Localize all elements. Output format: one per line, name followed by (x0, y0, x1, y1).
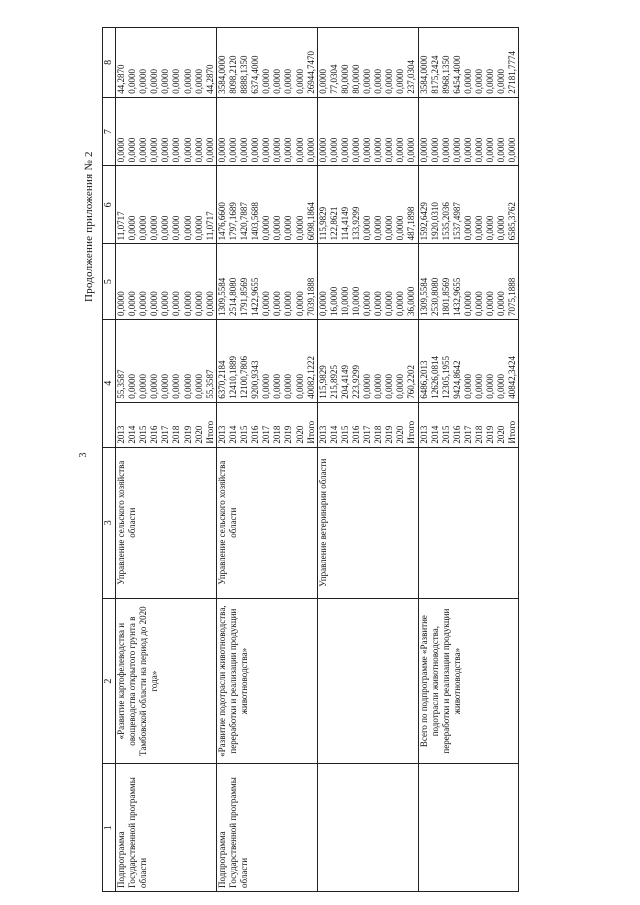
cell-value: 0,0000 (182, 215, 193, 241)
cell-value: 0,0000 (462, 215, 473, 241)
table-row (216, 28, 317, 892)
local-budget-cell (418, 97, 519, 166)
cell-value: 0,0000 (182, 373, 193, 399)
cell-value: Итого (204, 420, 215, 444)
cell-value: 0,0000 (160, 373, 171, 399)
cell-value: 3584,0000 (418, 55, 429, 94)
cell-value: Итого (507, 420, 518, 444)
cell-value: 0,0000 (138, 215, 149, 241)
cell-value: 0,0000 (160, 215, 171, 241)
year-list-cell (317, 402, 418, 447)
cell-value: 11,0717 (116, 211, 126, 241)
cell-value: 2017 (160, 425, 171, 444)
cell-value: 0,0000 (373, 373, 384, 399)
cell-value: 0,0000 (283, 137, 294, 163)
cell-value: 7075,1888 (507, 277, 518, 316)
cell-value: 0,0000 (283, 215, 294, 241)
cell-value: 487,1898 (406, 206, 417, 241)
cell-value: 0,0000 (272, 215, 283, 241)
cell-value: 6098,1864 (305, 202, 316, 241)
cell-value: 0,0000 (395, 373, 406, 399)
cell-value: 10,0000 (350, 286, 361, 316)
cell-value: 0,0000 (171, 69, 182, 94)
cell-value: 0,0000 (362, 291, 373, 316)
extra-budget-cell (317, 28, 418, 98)
cell-value: 2018 (171, 425, 182, 444)
table-row (317, 28, 418, 892)
cell-value: 0,0000 (149, 137, 160, 163)
column-header-5: 5 (103, 244, 116, 320)
program-type-cell: Подпрограмма Государственной программы области (116, 764, 217, 892)
cell-value: 0,0000 (373, 69, 384, 94)
cell-value: 122,8621 (328, 206, 339, 241)
total-amount-cell (216, 319, 317, 402)
cell-value: 0,0000 (204, 291, 215, 316)
cell-value: 1432,9655 (451, 277, 462, 316)
cell-value: 0,0000 (496, 137, 507, 163)
program-name-cell: «Развитие картофелеводства и овощеводства открытого грунта в Тамбовской области на период до 2020 года» (116, 598, 217, 763)
cell-value: 2016 (451, 425, 462, 444)
cell-value: 0,0000 (496, 291, 507, 316)
cell-value: 2530,8080 (429, 277, 440, 316)
cell-value: 1791,8569 (239, 277, 250, 316)
cell-value: 0,0000 (283, 373, 294, 399)
cell-value: 215,8925 (328, 364, 339, 399)
cell-value: 1403,5688 (250, 202, 261, 241)
cell-value: 1476,6600 (216, 202, 227, 241)
cell-value: 0,0000 (305, 137, 316, 163)
cell-value: 0,0000 (384, 291, 395, 316)
program-type-cell (418, 764, 519, 892)
cell-value: 2014 (127, 425, 138, 444)
cell-value: 1420,7887 (239, 202, 250, 241)
column-header-1: 1 (103, 764, 116, 892)
cell-value: 0,0000 (283, 291, 294, 316)
cell-value: 0,0000 (127, 291, 138, 316)
local-budget-cell (216, 97, 317, 166)
cell-value: 0,0000 (294, 69, 305, 94)
cell-value: 0,0000 (496, 69, 507, 94)
local-budget-cell (116, 97, 217, 166)
cell-value: 0,0000 (171, 291, 182, 316)
cell-value: 9200,9343 (250, 360, 261, 399)
cell-value: 6370,2184 (216, 360, 227, 399)
year-list-cell (216, 402, 317, 447)
column-header-4: 4 (103, 319, 116, 447)
cell-value: 2013 (116, 425, 126, 444)
total-amount-cell (418, 319, 519, 402)
cell-value: 223,9299 (350, 364, 361, 399)
cell-value: 114,4149 (339, 206, 350, 241)
cell-value: 0,0000 (474, 373, 484, 399)
cell-value: 0,0000 (283, 69, 294, 94)
appendix-table (102, 27, 519, 892)
cell-value: 1537,4987 (451, 202, 462, 241)
cell-value: 760,2202 (406, 364, 417, 399)
cell-value: 0,0000 (485, 215, 496, 241)
cell-value: 0,0000 (429, 137, 440, 163)
cell-value: 0,0000 (261, 373, 272, 399)
cell-value: 10,0000 (339, 286, 350, 316)
cell-value: 2017 (362, 425, 373, 444)
cell-value: 0,0000 (138, 373, 149, 399)
cell-value: 0,0000 (406, 137, 417, 163)
cell-value: 8175,2424 (429, 55, 440, 94)
cell-value: 9424,8642 (451, 360, 462, 399)
cell-value: 0,0000 (373, 137, 384, 163)
cell-value: 12100,7806 (239, 355, 250, 399)
cell-value: 0,0000 (317, 291, 328, 316)
cell-value: 2020 (395, 425, 406, 444)
cell-value: 44,2870 (116, 64, 126, 94)
cell-value: 40082,1222 (305, 355, 316, 399)
cell-value: 16,0000 (328, 286, 339, 316)
cell-value: 0,0000 (496, 373, 507, 399)
cell-value: 0,0000 (193, 69, 204, 94)
cell-value: 2015 (239, 425, 250, 444)
cell-value: 0,0000 (272, 137, 283, 163)
cell-value: 27181,7774 (507, 51, 518, 94)
program-type-cell (317, 764, 418, 892)
cell-value: 0,0000 (261, 215, 272, 241)
cell-value: 2018 (272, 425, 283, 444)
federal-budget-cell (317, 244, 418, 320)
cell-value: 1920,0310 (429, 202, 440, 241)
cell-value: 0,0000 (485, 69, 496, 94)
cell-value: 0,0000 (462, 69, 473, 94)
cell-value: 0,0000 (496, 215, 507, 241)
cell-value: 0,0000 (485, 291, 496, 316)
continuation-header: Продолжение приложения № 2 (83, 151, 95, 302)
cell-value: 8968,1350 (440, 55, 451, 94)
local-budget-cell (317, 97, 418, 166)
cell-value: 0,0000 (350, 137, 361, 163)
cell-value: 0,0000 (485, 137, 496, 163)
cell-value: 0,0000 (127, 137, 138, 163)
cell-value: 1592,6429 (418, 202, 429, 241)
cell-value: 2514,8080 (227, 277, 238, 316)
cell-value: 2016 (350, 425, 361, 444)
cell-value: 0,0000 (116, 291, 126, 316)
cell-value: 0,0000 (272, 291, 283, 316)
cell-value: 0,0000 (462, 291, 473, 316)
cell-value: 0,0000 (171, 215, 182, 241)
cell-value: 55,3587 (116, 369, 126, 399)
cell-value: 0,0000 (227, 137, 238, 163)
regional-budget-cell (317, 166, 418, 244)
cell-value: 0,0000 (127, 215, 138, 241)
cell-value: 0,0000 (373, 215, 384, 241)
cell-value: 0,0000 (193, 291, 204, 316)
cell-value: Итого (305, 420, 316, 444)
cell-value: 2014 (328, 425, 339, 444)
cell-value: 0,0000 (193, 373, 204, 399)
cell-value: 12410,1889 (227, 355, 238, 399)
cell-value: 0,0000 (462, 373, 473, 399)
extra-budget-cell (418, 28, 519, 98)
cell-value: 0,0000 (127, 373, 138, 399)
cell-value: 2020 (193, 425, 204, 444)
cell-value: 0,0000 (384, 137, 395, 163)
cell-value: 0,0000 (294, 291, 305, 316)
cell-value: 0,0000 (384, 215, 395, 241)
cell-value: 0,0000 (395, 215, 406, 241)
cell-value: 0,0000 (216, 137, 227, 163)
cell-value: 2019 (182, 425, 193, 444)
cell-value: 2014 (227, 425, 238, 444)
cell-value: 0,0000 (204, 137, 215, 163)
cell-value: 11,0717 (204, 211, 215, 241)
cell-value: 2015 (440, 425, 451, 444)
cell-value: 80,0000 (350, 64, 361, 94)
cell-value: 0,0000 (440, 137, 451, 163)
cell-value: 2016 (250, 425, 261, 444)
cell-value: 0,0000 (272, 69, 283, 94)
cell-value: 0,0000 (474, 69, 484, 94)
table-row (418, 28, 519, 892)
cell-value: 8098,2120 (227, 55, 238, 94)
cell-value: 8888,1350 (239, 55, 250, 94)
cell-value: 2013 (418, 425, 429, 444)
cell-value: 1422,9655 (250, 277, 261, 316)
cell-value: 115,9829 (317, 365, 328, 399)
cell-value: 1797,1689 (227, 202, 238, 241)
cell-value: 115,9829 (317, 206, 328, 241)
cell-value: 0,0000 (127, 69, 138, 94)
cell-value: 0,0000 (138, 137, 149, 163)
cell-value: 0,0000 (193, 137, 204, 163)
executor-cell: Управление сельского хозяйства области (216, 447, 317, 598)
cell-value: 0,0000 (373, 291, 384, 316)
total-amount-cell (116, 319, 217, 402)
year-list-cell (116, 402, 217, 447)
cell-value: 237,0304 (406, 60, 417, 94)
column-header-8: 8 (103, 28, 116, 98)
cell-value: 6585,3762 (507, 202, 518, 241)
regional-budget-cell (116, 166, 217, 244)
extra-budget-cell (216, 28, 317, 98)
cell-value: 0,0000 (261, 69, 272, 94)
cell-value: 0,0000 (182, 291, 193, 316)
page-number: 3 (78, 452, 89, 458)
cell-value: 0,0000 (182, 69, 193, 94)
cell-value: 0,0000 (182, 137, 193, 163)
cell-value: 0,0000 (149, 215, 160, 241)
regional-budget-cell (216, 166, 317, 244)
cell-value: 2015 (138, 425, 149, 444)
cell-value: 0,0000 (362, 69, 373, 94)
cell-value: 0,0000 (362, 137, 373, 163)
cell-value: 0,0000 (149, 69, 160, 94)
column-header-2: 2 (103, 598, 116, 763)
program-name-cell: «Развитие подотрасли животноводства, переработки и реализации продукции животноводства» (216, 598, 317, 763)
program-type-cell: Подпрограмма Государственной программы области (216, 764, 317, 892)
program-name-cell (317, 598, 418, 763)
cell-value: 0,0000 (384, 69, 395, 94)
cell-value: 12626,0814 (429, 355, 440, 399)
cell-value: 2020 (294, 425, 305, 444)
cell-value: 0,0000 (339, 137, 350, 163)
cell-value: 7039,1888 (305, 277, 316, 316)
cell-value: 0,0000 (474, 137, 484, 163)
cell-value: 0,0000 (160, 137, 171, 163)
cell-value: 3584,0000 (216, 55, 227, 94)
cell-value: 0,0000 (362, 215, 373, 241)
cell-value: 0,0000 (239, 137, 250, 163)
federal-budget-cell (116, 244, 217, 320)
cell-value: 44,2870 (204, 64, 215, 94)
cell-value: 0,0000 (250, 137, 261, 163)
cell-value: 2018 (373, 425, 384, 444)
cell-value: 2019 (384, 425, 395, 444)
cell-value: 6454,4000 (451, 55, 462, 94)
cell-value: 0,0000 (149, 291, 160, 316)
cell-value: 0,0000 (384, 373, 395, 399)
cell-value: 6374,4000 (250, 55, 261, 94)
cell-value: 2016 (149, 425, 160, 444)
cell-value: 0,0000 (294, 215, 305, 241)
cell-value: 36,0000 (406, 286, 417, 316)
cell-value: 0,0000 (116, 137, 126, 163)
cell-value: 0,0000 (171, 137, 182, 163)
cell-value: 12305,1955 (440, 355, 451, 399)
column-header-6: 6 (103, 166, 116, 244)
cell-value: 133,9299 (350, 206, 361, 241)
cell-value: 1801,8569 (440, 277, 451, 316)
total-amount-cell (317, 319, 418, 402)
column-number-row (103, 28, 116, 892)
column-header-7: 7 (103, 97, 116, 166)
cell-value: 77,0304 (328, 64, 339, 94)
program-name-cell: Всего по подпрограмме «Развитие подотрасли животноводства, переработки и реализации продукции животноводства» (418, 598, 519, 763)
cell-value: 55,3587 (204, 369, 215, 399)
cell-value: 0,0000 (328, 137, 339, 163)
cell-value: 0,0000 (171, 373, 182, 399)
cell-value: 2013 (317, 425, 328, 444)
rotated-sheet (70, 27, 618, 892)
cell-value: 0,0000 (149, 373, 160, 399)
federal-budget-cell (216, 244, 317, 320)
cell-value: 1535,2036 (440, 202, 451, 241)
cell-value: 40842,3424 (507, 355, 518, 399)
table-body (116, 28, 519, 892)
cell-value: 0,0000 (474, 215, 484, 241)
executor-cell: Управление сельского хозяйства области (116, 447, 217, 598)
cell-value: 2019 (283, 425, 294, 444)
cell-value: Итого (406, 420, 417, 444)
cell-value: 0,0000 (138, 69, 149, 94)
cell-value: 0,0000 (451, 137, 462, 163)
cell-value: 2015 (339, 425, 350, 444)
cell-value: 0,0000 (395, 69, 406, 94)
cell-value: 0,0000 (317, 69, 328, 94)
cell-value: 2017 (261, 425, 272, 444)
cell-value: 1309,5584 (418, 277, 429, 316)
cell-value: 0,0000 (362, 373, 373, 399)
table-row (116, 28, 217, 892)
cell-value: 80,0000 (339, 64, 350, 94)
cell-value: 2020 (496, 425, 507, 444)
executor-cell (418, 447, 519, 598)
cell-value: 0,0000 (294, 137, 305, 163)
cell-value: 0,0000 (272, 373, 283, 399)
cell-value: 204,4149 (339, 364, 350, 399)
cell-value: 2018 (474, 425, 484, 444)
year-list-cell (418, 402, 519, 447)
federal-budget-cell (418, 244, 519, 320)
cell-value: 0,0000 (294, 373, 305, 399)
cell-value: 1309,5584 (216, 277, 227, 316)
cell-value: 0,0000 (507, 137, 518, 163)
cell-value: 0,0000 (193, 215, 204, 241)
cell-value: 0,0000 (261, 137, 272, 163)
cell-value: 2014 (429, 425, 440, 444)
cell-value: 6486,2013 (418, 360, 429, 399)
column-header-3: 3 (103, 447, 116, 598)
cell-value: 2017 (462, 425, 473, 444)
cell-value: 0,0000 (160, 69, 171, 94)
extra-budget-cell (116, 28, 217, 98)
cell-value: 0,0000 (485, 373, 496, 399)
cell-value: 0,0000 (395, 137, 406, 163)
cell-value: 0,0000 (418, 137, 429, 163)
executor-cell: Управление ветеринарии области (317, 447, 418, 598)
cell-value: 0,0000 (395, 291, 406, 316)
cell-value: 2013 (216, 425, 227, 444)
cell-value: 0,0000 (462, 137, 473, 163)
regional-budget-cell (418, 166, 519, 244)
cell-value: 0,0000 (474, 291, 484, 316)
cell-value: 0,0000 (261, 291, 272, 316)
cell-value: 2019 (485, 425, 496, 444)
cell-value: 0,0000 (160, 291, 171, 316)
cell-value: 0,0000 (138, 291, 149, 316)
cell-value: 26944,7470 (305, 51, 316, 94)
cell-value: 0,0000 (317, 137, 328, 163)
